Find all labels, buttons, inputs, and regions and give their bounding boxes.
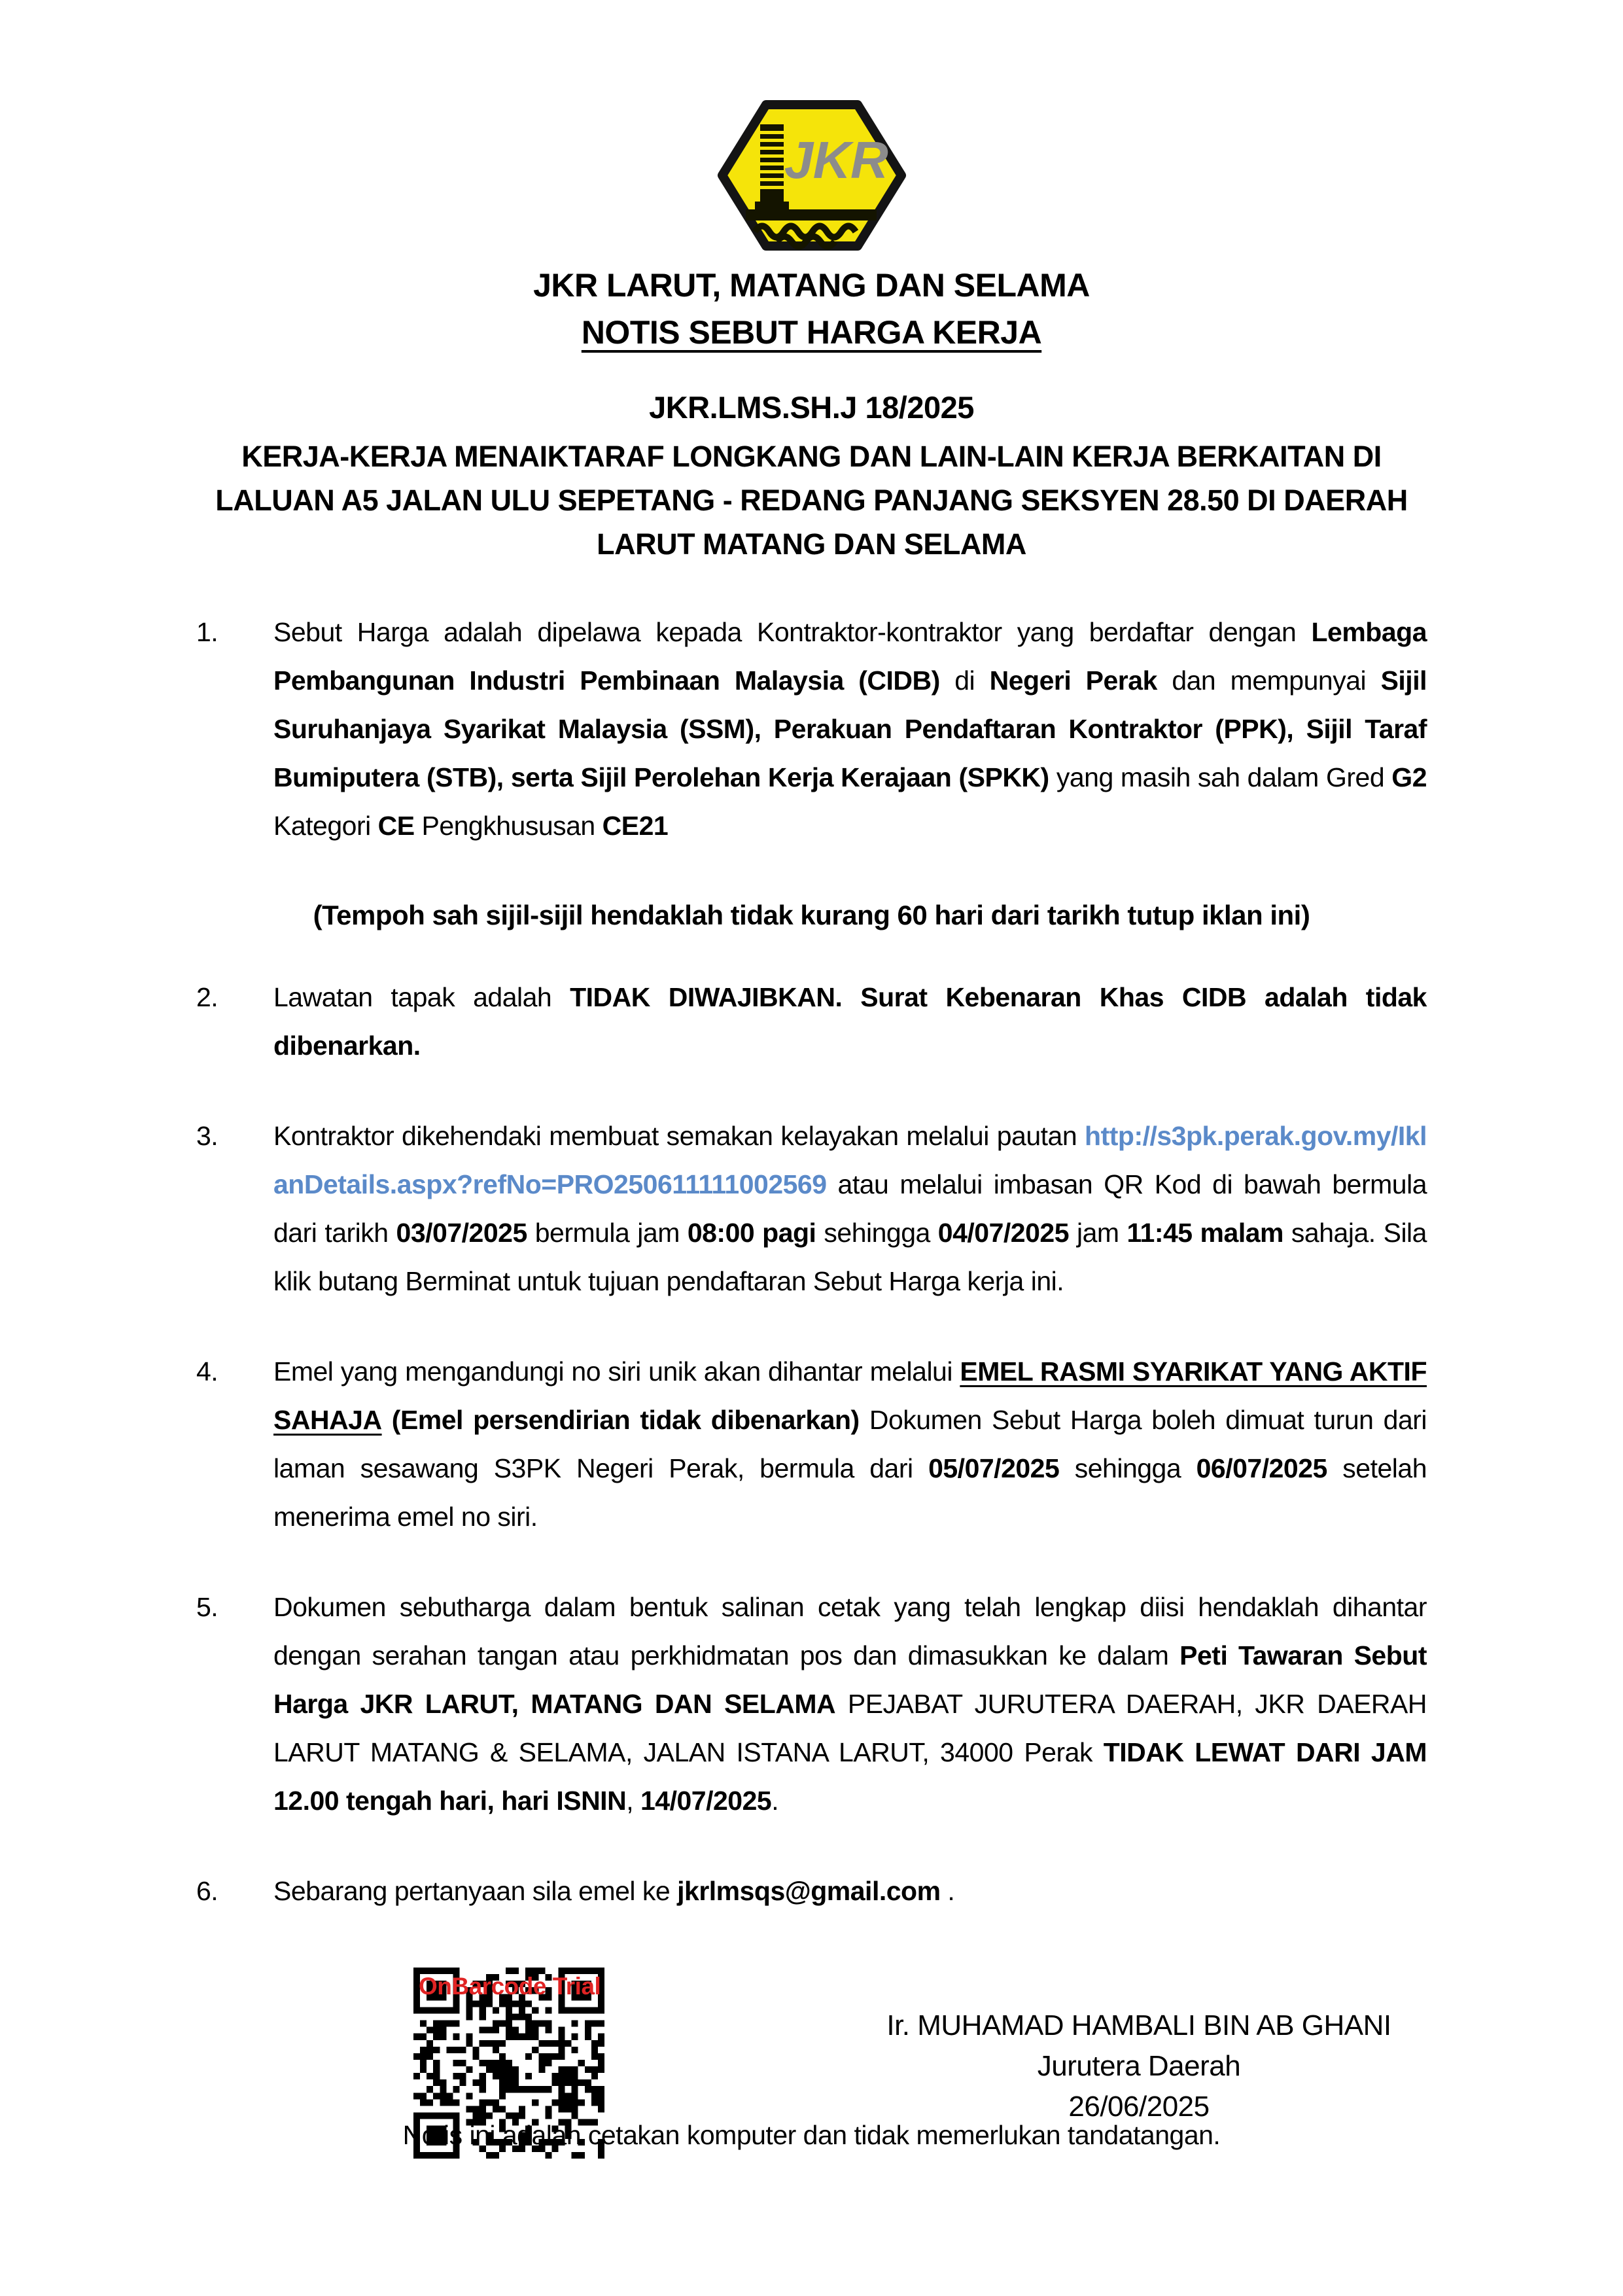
reference-number: JKR.LMS.SH.J 18/2025 <box>649 390 974 425</box>
text-segment: 14/07/2025 <box>640 1786 772 1816</box>
item-number: 1. <box>196 617 218 647</box>
text-segment: serta Sijil Perolehan Kerja Kerajaan (SPKK) <box>510 762 1049 792</box>
text-segment: EMEL RASMI SYARIKAT YANG AKTIF SAHAJA <box>273 1356 1427 1435</box>
item-paragraph <box>273 1347 1427 1541</box>
text-segment: CE <box>377 811 415 841</box>
text-segment: di <box>939 665 990 696</box>
notice-item <box>196 1583 1427 1825</box>
signatory-name: Ir. MUHAMAD HAMBALI BIN AB GHANI <box>886 2009 1391 2041</box>
text-segment: bermula jam <box>527 1218 688 1248</box>
text-segment <box>382 1405 392 1435</box>
text-segment: 05/07/2025 <box>928 1453 1060 1483</box>
item-number: 2. <box>196 982 218 1012</box>
text-segment: jkrlmsqs@gmail.com <box>677 1876 941 1906</box>
text-segment: Dokumen sebutharga dalam bentuk salinan cetak yang telah lengkap diisi hendaklah dihantar dengan serahan tangan atau perkhidmatan pos dan dimasukkan ke dalam <box>273 1592 1427 1670</box>
text-segment: sehingga <box>1059 1453 1196 1483</box>
item-number: 4. <box>196 1356 218 1386</box>
item-number: 6. <box>196 1876 218 1906</box>
text-segment: setelah menerima emel no siri. <box>273 1453 1427 1532</box>
doc-title <box>196 313 1427 351</box>
text-segment: TIDAK LEWAT DARI JAM 12.00 tengah hari, hari ISNIN <box>273 1737 1427 1816</box>
text-segment: Peti Tawaran Sebut Harga JKR LARUT, MATANG DAN SELAMA <box>273 1640 1427 1719</box>
text-segment: Emel yang mengandungi no siri unik akan dihantar melalui <box>273 1356 960 1386</box>
text-segment <box>504 762 511 792</box>
text-segment: (Emel persendirian tidak dibenarkan) <box>391 1405 860 1435</box>
item-paragraph <box>273 1112 1427 1305</box>
text-segment: atau melalui imbasan QR Kod di bawah bermula dari tarikh <box>273 1169 1427 1248</box>
item-paragraph <box>273 1867 1427 1915</box>
url-link[interactable]: http://s3pk.perak.gov.my/IklanDetails.aspx?refNo=PRO250611111002569 <box>273 1121 1427 1199</box>
text-segment: Kategori <box>273 811 378 841</box>
item-number: 3. <box>196 1121 218 1151</box>
notice-items-list <box>196 608 1427 1915</box>
signature-block <box>851 1968 1427 2127</box>
text-segment: 06/07/2025 <box>1196 1453 1327 1483</box>
signatory-role: Jurutera Daerah <box>1037 2050 1241 2082</box>
notice-item <box>196 1347 1427 1541</box>
org-title: JKR LARUT, MATANG DAN SELAMA <box>533 267 1090 304</box>
text-segment: Negeri Perak <box>989 665 1157 696</box>
notice-item <box>196 973 1427 1070</box>
text-segment: Sijil Suruhanjaya Syarikat Malaysia (SSM), Perakuan Pendaftaran Kontraktor (PPK), Sijil Taraf Bumiputera (STB), <box>273 665 1427 792</box>
item-paragraph <box>273 1583 1427 1825</box>
text-segment: Kontraktor dikehendaki membuat semakan kelayakan melalui pautan <box>273 1121 1085 1151</box>
text-segment: Pengkhususan <box>414 811 602 841</box>
text-segment: Dokumen Sebut Harga boleh dimuat turun dari laman sesawang S3PK Negeri Perak, bermula dari <box>273 1405 1427 1483</box>
doc-title-text: NOTIS SEBUT HARGA KERJA <box>581 314 1042 351</box>
text-segment: sahaja. Sila klik butang Berminat untuk tujuan pendaftaran Sebut Harga kerja ini. <box>273 1218 1427 1296</box>
text-segment: , <box>626 1786 640 1816</box>
text-segment: 11:45 malam <box>1126 1218 1283 1248</box>
text-segment: CE21 <box>602 811 669 841</box>
footer-note: Notis ini adalah cetakan komputer dan tidak memerlukan tandatangan. <box>402 2120 1221 2150</box>
text-segment: dan mempunyai <box>1157 665 1381 696</box>
text-segment: . <box>940 1876 955 1906</box>
text-segment: PEJABAT JURUTERA DAERAH, JKR DAERAH LARUT MATANG & SELAMA, JALAN ISTANA LARUT, 34000 Perak <box>273 1689 1427 1767</box>
text-segment: Sebut Harga adalah dipelawa kepada Kontraktor-kontraktor yang berdaftar dengan <box>273 617 1312 647</box>
text-segment: sehingga <box>816 1218 938 1248</box>
text-segment: TIDAK DIWAJIBKAN. Surat Kebenaran Khas CIDB adalah tidak dibenarkan. <box>273 982 1427 1061</box>
item-paragraph <box>273 608 1427 850</box>
text-segment: jam <box>1069 1218 1127 1248</box>
notice-item <box>196 608 1427 850</box>
logo-letters: JKR <box>784 131 888 189</box>
text-segment: 04/07/2025 <box>937 1218 1069 1248</box>
text-segment: 08:00 pagi <box>687 1218 816 1248</box>
text-segment: G2 <box>1391 762 1427 792</box>
item-paragraph <box>273 973 1427 1070</box>
jkr-logo-icon <box>717 98 907 253</box>
notice-item <box>196 1112 1427 1305</box>
validity-note: (Tempoh sah sijil-sijil hendaklah tidak kurang 60 hari dari tarikh tutup iklan ini) <box>313 900 1310 930</box>
logo-row <box>196 98 1427 256</box>
text-segment: Sebarang pertanyaan sila emel ke <box>273 1876 678 1906</box>
text-segment: Lawatan tapak adalah <box>273 982 570 1012</box>
text-segment: yang masih sah dalam Gred <box>1049 762 1392 792</box>
text-segment: Lembaga Pembangunan Industri Pembinaan Malaysia (CIDB) <box>273 617 1427 696</box>
project-title: KERJA-KERJA MENAIKTARAF LONGKANG DAN LAIN-LAIN KERJA BERKAITAN DI LALUAN A5 JALAN ULU SEPETANG - REDANG PANJANG SEKSYEN 28.50 DI DAERAH LARUT MATANG DAN SELAMA <box>215 440 1408 561</box>
item-number: 5. <box>196 1592 218 1622</box>
text-segment: . <box>771 1786 779 1816</box>
qr-watermark: OnBarcode Trial <box>419 1973 601 2000</box>
text-segment: 03/07/2025 <box>396 1218 527 1248</box>
notice-item <box>196 1867 1427 1915</box>
signature-date: 26/06/2025 <box>1068 2091 1210 2123</box>
